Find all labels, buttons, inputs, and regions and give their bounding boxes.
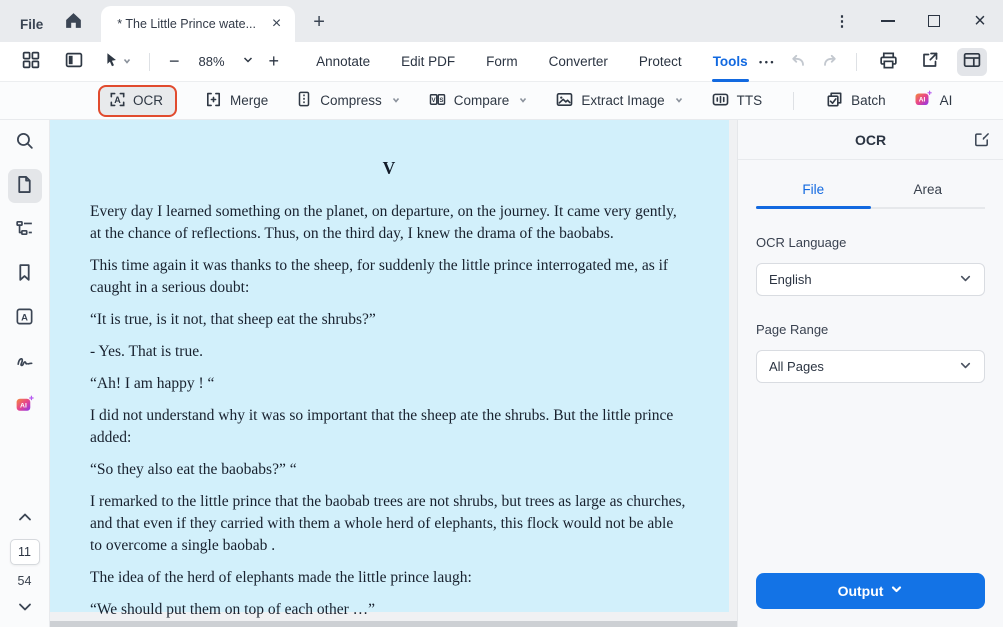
select-tool-button[interactable] [102, 48, 132, 76]
tab-edit-pdf[interactable]: Edit PDF [401, 54, 456, 69]
paragraph: This time again it was thanks to the sheep, for suddenly the little prince interrogated me, as if caught in a serious doubt: [90, 256, 669, 296]
document-viewport[interactable] [50, 120, 737, 627]
ai-icon [14, 394, 35, 418]
next-page-button[interactable] [17, 600, 33, 617]
pdf-page[interactable] [50, 120, 729, 619]
close-button[interactable]: × [974, 10, 986, 32]
print-button[interactable] [873, 48, 903, 76]
chevron-down-icon [122, 54, 132, 69]
divider [149, 53, 150, 71]
compare-label: Compare [453, 93, 510, 108]
main-toolbar [0, 42, 1003, 82]
output-button[interactable] [756, 573, 985, 609]
ai-label: AI [939, 93, 953, 108]
sidebar-search-button[interactable] [8, 125, 42, 159]
tab-converter[interactable]: Converter [548, 54, 608, 69]
undo-icon [788, 58, 808, 73]
chevron-down-icon [890, 583, 903, 599]
tab-file[interactable]: File [756, 174, 871, 207]
share-button[interactable] [915, 48, 945, 76]
annotation-icon [14, 306, 35, 330]
outline-icon [14, 218, 35, 242]
extract-image-icon [555, 90, 574, 112]
output-button-label: Output [837, 583, 884, 599]
maximize-button[interactable] [911, 0, 957, 42]
compare-icon [428, 90, 447, 112]
tab-area[interactable]: Area [913, 182, 943, 197]
minimize-button[interactable] [865, 0, 911, 42]
svg-text:V: V [431, 96, 436, 104]
tts-icon [711, 90, 730, 112]
bookmark-icon [14, 262, 35, 286]
previous-page-button[interactable] [17, 510, 33, 527]
compress-icon [295, 90, 313, 111]
ocr-button[interactable] [98, 85, 177, 117]
tts-label: TTS [736, 93, 763, 108]
merge-button[interactable] [204, 90, 268, 112]
ocr-panel-tabs [756, 174, 985, 209]
page-navigator [10, 510, 40, 627]
edit-icon [972, 137, 991, 152]
paragraph: The idea of the herd of elephants made the little prince laugh: [90, 568, 472, 586]
split-view-button[interactable] [59, 48, 89, 76]
paragraph: “It is true, is it not, that sheep eat the shrubs?” [90, 310, 376, 328]
chevron-down-icon [674, 93, 684, 108]
tts-button[interactable] [711, 90, 763, 112]
svg-text:S: S [439, 96, 444, 104]
sidebar-ai-button[interactable] [8, 389, 42, 423]
svg-text:A: A [114, 94, 121, 105]
ocr-panel-title: OCR [854, 131, 887, 148]
extract-image-button[interactable] [555, 90, 683, 112]
chevron-down-icon [518, 93, 528, 108]
chapter-title: V [382, 158, 396, 178]
home-button[interactable] [59, 8, 87, 36]
paragraph: Every day I learned something on the planet, on departure, on the journey. It came very gently, at the chance of reflections. Thus, on the third day, I knew the drama of the baobabs. [90, 203, 677, 242]
panel-toggle-button[interactable] [957, 48, 987, 76]
horizontal-scrollbar[interactable] [50, 621, 737, 627]
ai-icon [913, 89, 933, 112]
grid-icon [21, 50, 41, 73]
signature-icon [14, 350, 35, 374]
tools-subtoolbar [0, 82, 1003, 120]
svg-text:A: A [21, 312, 28, 324]
paragraph: I remarked to the little prince that the baobab trees are not shrubs, but trees as large as churches, and that even if they carried with them a whole herd of elephants, this flock would not be able to overcome a single baobab . [90, 493, 686, 554]
chevron-down-icon [959, 359, 972, 375]
redo-icon [820, 58, 840, 73]
paragraph: - Yes. That is true. [90, 342, 203, 360]
file-menu[interactable]: File [20, 17, 44, 32]
left-sidebar [0, 120, 50, 627]
tab-annotate[interactable]: Annotate [316, 54, 371, 69]
batch-icon [825, 90, 844, 112]
menu-tabs [313, 42, 751, 82]
svg-text:AI: AI [918, 96, 925, 104]
chevron-down-icon [391, 93, 401, 108]
document-tab[interactable] [101, 6, 295, 42]
zoom-out-button[interactable]: − [169, 51, 180, 71]
batch-button[interactable] [825, 90, 886, 112]
panel-toggle-icon [962, 50, 982, 73]
zoom-level: 88% [198, 54, 225, 69]
search-icon [14, 130, 35, 154]
maximize-icon [928, 15, 940, 27]
tab-close-icon[interactable]: × [271, 15, 282, 32]
page-range-label: Page Range [756, 322, 829, 337]
cursor-icon [102, 51, 120, 72]
paragraph: I did not understand why it was so important that the sheep ate the shrubs. But the little prince added: [90, 407, 674, 446]
paragraph: “So they also eat the baobabs?” “ [90, 461, 297, 479]
tab-form[interactable]: Form [486, 54, 518, 69]
zoom-in-button[interactable]: + [268, 51, 280, 71]
ocr-language-select[interactable] [756, 263, 985, 296]
svg-text:AI: AI [20, 402, 27, 410]
merge-label: Merge [230, 93, 269, 108]
share-icon [920, 50, 940, 73]
extract-image-label: Extract Image [581, 93, 665, 108]
divider [856, 53, 857, 71]
chevron-down-icon [959, 272, 972, 288]
sidebar-annotation-button[interactable] [8, 301, 42, 335]
ocr-icon [108, 90, 127, 112]
thumbnails-icon [14, 174, 35, 198]
divider [793, 92, 794, 110]
sidebar-signature-button[interactable] [8, 345, 42, 379]
minimize-icon [881, 20, 895, 22]
sidebar-thumbnails-button[interactable] [8, 169, 42, 203]
panel-edit-button[interactable] [972, 130, 991, 152]
ocr-language-value: English [769, 272, 812, 287]
batch-label: Batch [851, 93, 886, 108]
sidebar-bookmark-button[interactable] [8, 257, 42, 291]
undo-button[interactable] [788, 50, 808, 73]
ai-button[interactable] [913, 89, 953, 112]
compress-label: Compress [320, 93, 382, 108]
compress-button[interactable] [295, 90, 401, 111]
redo-button[interactable] [820, 50, 840, 73]
ocr-label: OCR [133, 93, 163, 108]
tab-protect[interactable]: Protect [638, 54, 682, 69]
ocr-language-label: OCR Language [756, 235, 847, 250]
titlebar [0, 0, 1003, 42]
printer-icon [878, 50, 899, 74]
total-pages-label: 54 [17, 574, 32, 588]
grid-view-button[interactable] [16, 48, 46, 76]
more-menu-button[interactable]: ••• [759, 56, 776, 67]
sidebar-outline-button[interactable] [8, 213, 42, 247]
compare-button[interactable] [428, 90, 529, 112]
page-range-value: All Pages [769, 359, 824, 374]
kebab-menu-icon[interactable]: ⋮ [834, 13, 850, 30]
current-page-input[interactable]: 11 [10, 539, 40, 565]
merge-icon [204, 90, 223, 112]
tab-tools[interactable]: Tools [710, 42, 751, 82]
split-view-icon [64, 50, 84, 73]
paragraph: “We should put them on top of each other …” [90, 601, 375, 619]
ocr-panel [737, 120, 1003, 627]
page-range-select[interactable] [756, 350, 985, 383]
document-tab-title: * The Little Prince wate... [117, 17, 256, 31]
home-icon [63, 10, 84, 34]
paragraph: “Ah! I am happy ! “ [90, 375, 215, 393]
zoom-preset-dropdown[interactable] [242, 54, 254, 69]
window-controls [819, 0, 1003, 42]
new-tab-button[interactable]: + [313, 11, 325, 33]
